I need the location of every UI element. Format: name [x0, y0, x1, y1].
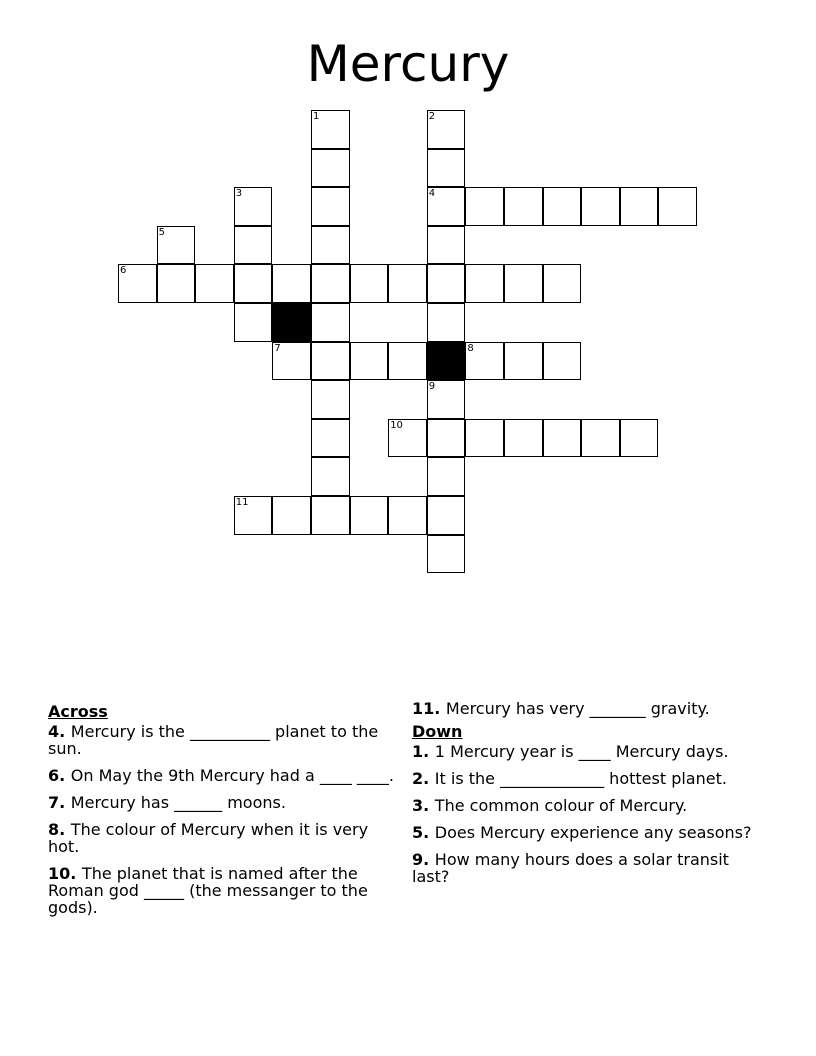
clue-item: 9. How many hours does a solar transit last?: [412, 850, 729, 886]
grid-cell[interactable]: [311, 303, 350, 342]
clue-text: Mercury has very _______ gravity.: [445, 699, 710, 718]
clue-item: 11. Mercury has very _______ gravity.: [412, 699, 710, 718]
grid-cell[interactable]: [118, 264, 157, 303]
grid-cell[interactable]: [504, 187, 543, 226]
clue-text: It is the _____________ hottest planet.: [434, 769, 727, 788]
clue-number: 6: [48, 766, 60, 785]
clue-text: How many hours does a solar transit last?: [412, 850, 729, 886]
grid-cell[interactable]: [311, 264, 350, 303]
clue-text: The planet that is named after the Roman god _____ (the messanger to the gods).: [48, 864, 368, 917]
grid-cell[interactable]: [543, 264, 582, 303]
grid-cell[interactable]: [543, 187, 582, 226]
grid-cell[interactable]: [157, 226, 196, 265]
grid-cell[interactable]: [427, 149, 466, 188]
grid-cell[interactable]: [388, 496, 427, 535]
clue-text: Mercury has ______ moons.: [70, 793, 286, 812]
clue-number: 11: [412, 699, 435, 718]
grid-cell[interactable]: [465, 264, 504, 303]
grid-cell[interactable]: [427, 380, 466, 419]
grid-cell[interactable]: [465, 419, 504, 458]
grid-cell[interactable]: [427, 303, 466, 342]
clues-column-right: [412, 700, 762, 895]
grid-cell[interactable]: [272, 342, 311, 381]
grid-cell[interactable]: [234, 496, 273, 535]
clue-item: 3. The common colour of Mercury.: [412, 796, 688, 815]
clue-number: 1: [412, 742, 424, 761]
cell-number: 4: [428, 188, 436, 200]
grid-cell[interactable]: [311, 496, 350, 535]
grid-cell[interactable]: [543, 419, 582, 458]
black-cell: [272, 303, 311, 342]
cell-number: 2: [428, 111, 436, 122]
grid-cell[interactable]: [504, 342, 543, 381]
clue-text: The colour of Mercury when it is very hot.: [48, 820, 369, 856]
clue-number: 3: [412, 796, 424, 815]
grid-cell[interactable]: [350, 264, 389, 303]
grid-cell[interactable]: [620, 187, 659, 226]
clue-item: 1. 1 Mercury year is ____ Mercury days.: [412, 742, 729, 761]
grid-cell[interactable]: [311, 110, 350, 149]
grid-cell[interactable]: [427, 187, 466, 226]
clue-item: 6. On May the 9th Mercury had a ____ ____.: [48, 766, 394, 785]
clue-item: 7. Mercury has ______ moons.: [48, 793, 286, 812]
grid-cell[interactable]: [311, 380, 350, 419]
cell-number: 9: [428, 381, 436, 393]
grid-cell[interactable]: [427, 110, 466, 149]
grid-cell[interactable]: [388, 342, 427, 381]
clue-number: 7: [48, 793, 60, 812]
cell-number: 6: [120, 265, 127, 277]
across-clue-list: [48, 723, 398, 916]
grid-cell[interactable]: [311, 149, 350, 188]
grid-cell[interactable]: [311, 187, 350, 226]
grid-cell[interactable]: [234, 303, 273, 342]
clue-number: 8: [48, 820, 60, 839]
grid-cell[interactable]: [620, 419, 659, 458]
clue-item: 2. It is the _____________ hottest planet.: [412, 769, 727, 788]
grid-cell[interactable]: [311, 419, 350, 458]
grid-cell[interactable]: [427, 226, 466, 265]
grid-cell[interactable]: [504, 264, 543, 303]
clue-item: 8. The colour of Mercury when it is very hot.: [48, 820, 369, 856]
clue-text: 1 Mercury year is ____ Mercury days.: [434, 742, 729, 761]
clue-item: 4. Mercury is the __________ planet to the sun.: [48, 722, 379, 758]
grid-cell[interactable]: [311, 226, 350, 265]
clue-number: 10: [48, 864, 71, 883]
grid-cell[interactable]: [388, 264, 427, 303]
grid-cell[interactable]: [427, 535, 466, 574]
grid-cell[interactable]: [234, 226, 273, 265]
grid-cell[interactable]: [195, 264, 234, 303]
grid-cell[interactable]: [581, 419, 620, 458]
clue-item: 5. Does Mercury experience any seasons?: [412, 823, 752, 842]
down-heading: Down: [412, 722, 463, 741]
grid-cell[interactable]: [427, 457, 466, 496]
cell-number: 3: [235, 188, 243, 200]
clue-text: Mercury is the __________ planet to the sun.: [48, 722, 379, 758]
grid-cell[interactable]: [465, 187, 504, 226]
grid-cell[interactable]: [504, 419, 543, 458]
grid-cell[interactable]: [427, 264, 466, 303]
grid-cell[interactable]: [465, 342, 504, 381]
grid-cell[interactable]: [658, 187, 697, 226]
cell-number: 11: [235, 497, 249, 508]
black-cell: [427, 342, 466, 381]
cell-number: 8: [467, 342, 474, 354]
clue-number: 5: [412, 823, 424, 842]
clue-number: 4: [48, 722, 60, 741]
down-clue-list: [412, 743, 762, 885]
grid-cell[interactable]: [543, 342, 582, 381]
grid-cell[interactable]: [272, 264, 311, 303]
clue-text: Does Mercury experience any seasons?: [434, 823, 752, 842]
grid-cell[interactable]: [427, 496, 466, 535]
grid-cell[interactable]: [388, 419, 427, 458]
cell-number: 7: [274, 342, 281, 354]
clues-column-left: [48, 700, 398, 926]
clue-number: 2: [412, 769, 424, 788]
across-clue-list-continued: [412, 700, 762, 717]
grid-cell[interactable]: [157, 264, 196, 303]
across-heading: Across: [48, 702, 108, 721]
clue-text: The common colour of Mercury.: [434, 796, 688, 815]
grid-cell[interactable]: [234, 264, 273, 303]
cell-number: 1: [313, 111, 320, 122]
cell-number: 5: [158, 226, 165, 238]
grid-cell[interactable]: [350, 342, 389, 381]
cell-number: 10: [390, 419, 403, 431]
clue-text: On May the 9th Mercury had a ____ ____.: [70, 766, 394, 785]
page-title: Mercury: [306, 35, 510, 93]
grid-cell[interactable]: [427, 419, 466, 458]
clue-item: 10. The planet that is named after the Roman god _____ (the messanger to the gods).: [48, 864, 368, 917]
grid-cell[interactable]: [311, 457, 350, 496]
grid-cell[interactable]: [581, 187, 620, 226]
grid-cell[interactable]: [311, 342, 350, 381]
clue-number: 9: [412, 850, 424, 869]
grid-cell[interactable]: [234, 187, 273, 226]
grid-cell[interactable]: [272, 496, 311, 535]
grid-cell[interactable]: [350, 496, 389, 535]
